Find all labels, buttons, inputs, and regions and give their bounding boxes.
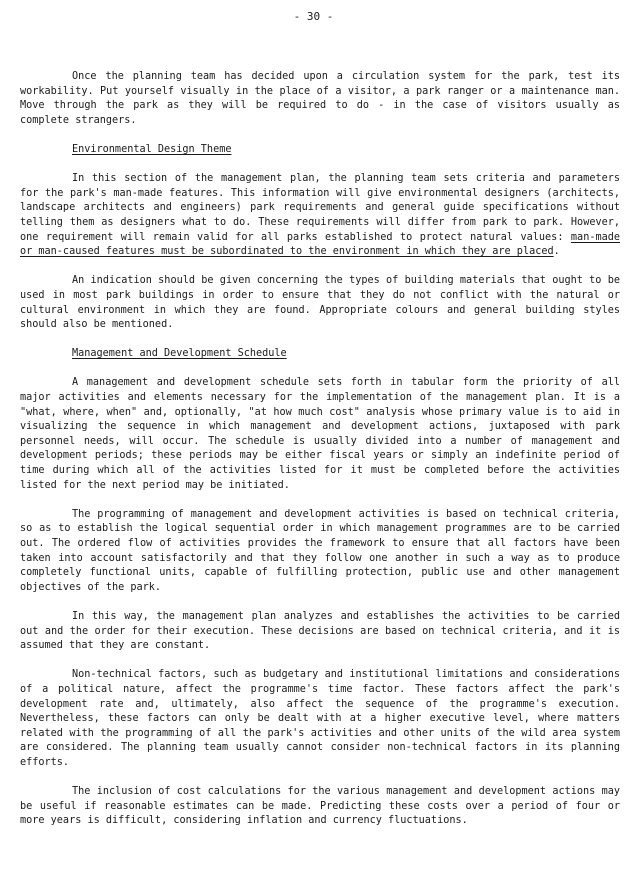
management-paragraph-3: In this way, the management plan analyzes and establishes the activities to be carried out and the order for their execution. These decisions are based on technical criteria, and it is assumed that they are constant. <box>20 610 620 652</box>
env-p1-end: . <box>553 246 560 258</box>
management-paragraph-1: A management and development schedule sets forth in tabular form the priority of all major activities and elements necessary for the implementation of the management plan. It is a "what, where, when" and, optionally, "at how much cost" analysis whose primary value is to aid in visualizing the sequence in which management and development actions, juxtaposed with park personnel needs, will occur. The schedule is usually divided into a number of management and development periods; these periods may be either fiscal years or simply an indefinite period of time during which all of the activities listed for it must be completed before the activities listed for the next period may be initiated. <box>20 377 620 491</box>
management-paragraph-4: Non-technical factors, such as budgetary and institutional limitations and considerations of a political nature, affect the programme's time factor. These factors affect the park's development rate and, ultimately, also affect the sequence of the programme's execution. Nevertheless, these factors can only be dealt with at a higher executive level, where matters related with the programming of all the park's activities and other units of the wild area system are considered. The planning team usually cannot consider non-technical factors in its planning efforts. <box>20 669 620 768</box>
environmental-design-paragraph-2: An indication should be given concerning the types of building materials that ought to be used in most park buildings in order to ensure that they do not conflict with the natural or cultural environment in which they are found. Appropriate colours and general building styles should also be mentioned. <box>20 275 620 331</box>
intro-paragraph: Once the planning team has decided upon a circulation system for the park, test its workability. Put yourself visually in the place of a visitor, a park ranger or a maintenance man. Move through the park as they will be required to do - in the case of visitors usually as complete strangers. <box>20 71 620 126</box>
env-p1-text: In this section of the management plan, the planning team sets criteria and parameters for the park's man-made features. This information will give environmental designers (architects, landscape architects and engineers) park requirements and general guide specifications without telling them as designers what to do. These requirements will differ from park to park. However, one requirement will remain valid for all parks established to protect natural values: <box>20 173 620 243</box>
environmental-design-heading: Environmental Design Theme <box>72 143 232 155</box>
environmental-design-paragraph-1 <box>20 172 620 260</box>
page-number: - 30 - <box>293 10 334 23</box>
management-schedule-heading: Management and Development Schedule <box>72 348 287 360</box>
management-paragraph-2: The programming of management and development activities is based on technical criteria, so as to establish the logical sequential order in which management programmes are to be carried out. The ordered flow of activities provides the framework to ensure that all factors have been taken into account satisfactorily and that they follow one another in such a way as to produce completely functional units, capable of fulfilling protection, public use and other management objectives of the park. <box>20 508 620 593</box>
management-paragraph-5: The inclusion of cost calculations for the various management and development actions may be useful if reasonable estimates can be made. Predicting these costs over a period of four or more years is difficult, considering inflation and currency fluctuations. <box>20 786 620 827</box>
env-p1-underlined-text: man-made or man-caused features must be subordinated to the environment in which they are placed <box>20 231 620 258</box>
document-body <box>20 70 620 843</box>
